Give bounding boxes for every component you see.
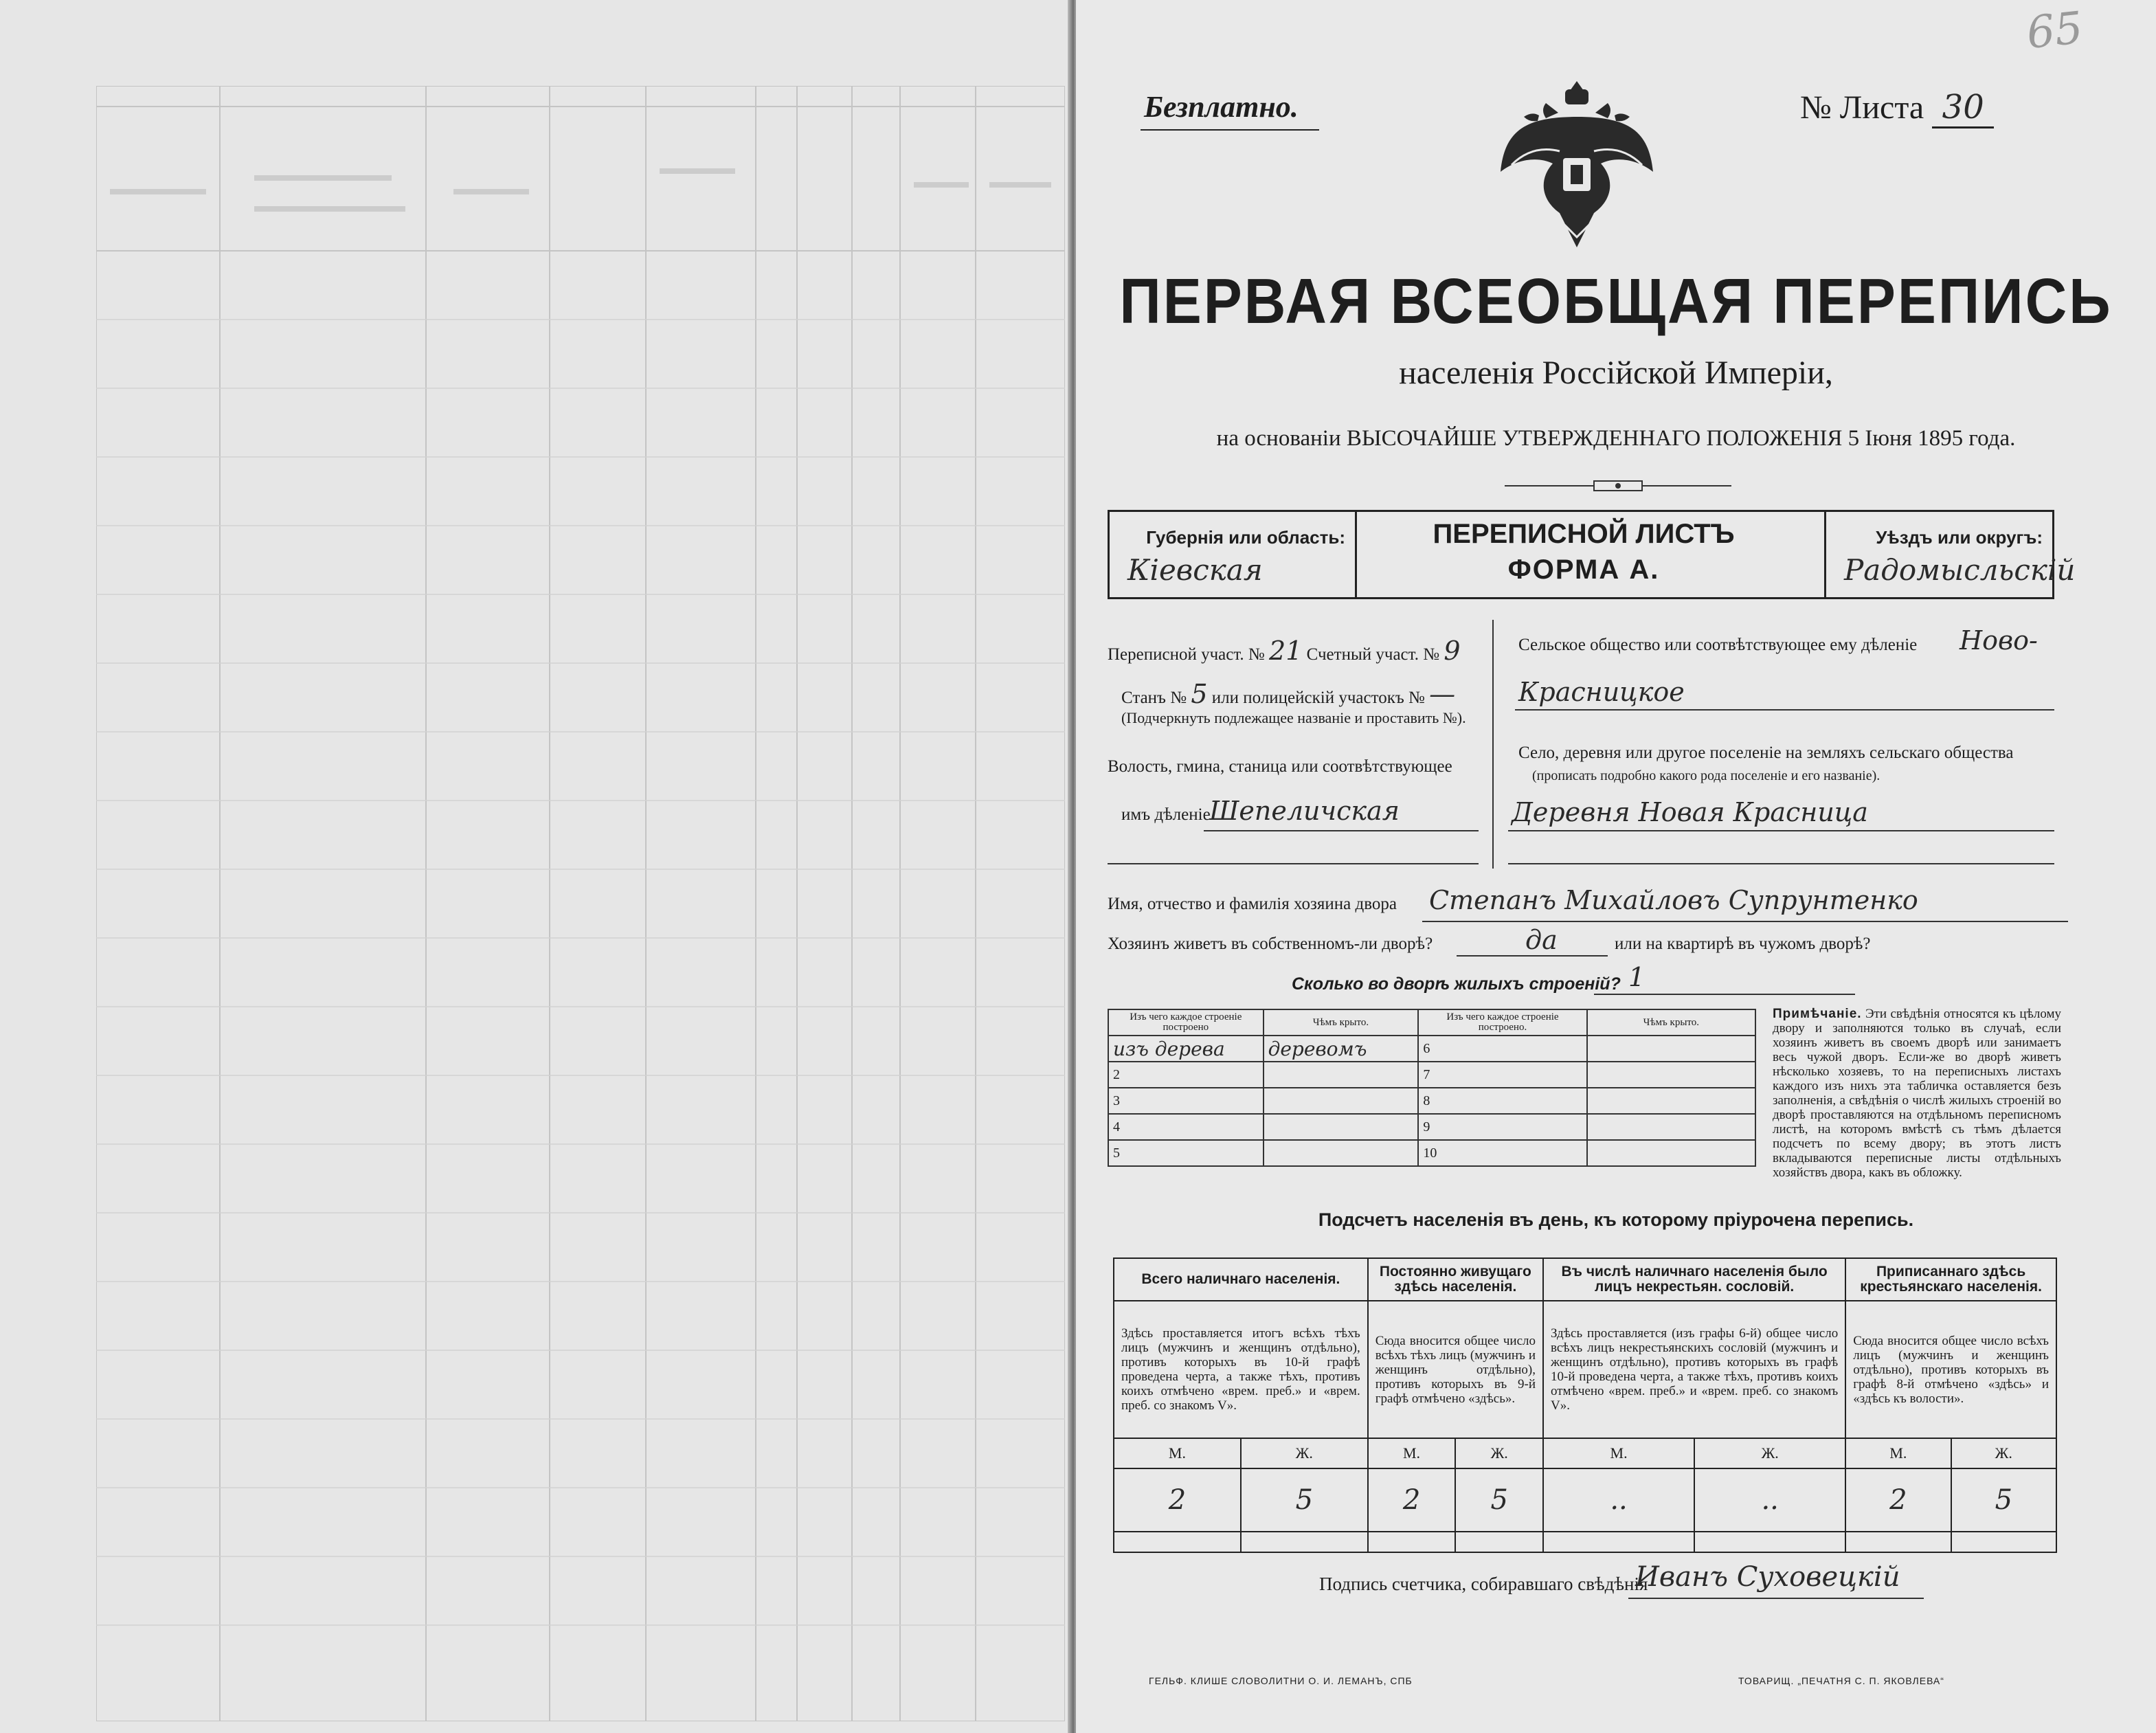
male-header: М. xyxy=(1543,1438,1694,1468)
archive-page-number: 65 xyxy=(2024,2,2086,60)
building-roof-cell: деревомъ xyxy=(1264,1036,1419,1062)
registered-male-count: 2 xyxy=(1845,1468,1951,1532)
count-district-value: 9 xyxy=(1444,636,1461,666)
form-header-box xyxy=(1108,510,2076,599)
building-table xyxy=(1108,1009,1756,1167)
building-row-number: 7 xyxy=(1418,1062,1586,1088)
fields-column-divider xyxy=(1492,620,1494,869)
population-table xyxy=(1113,1257,2057,1553)
district-value: Радомысльскій xyxy=(1844,553,2076,587)
province-value: Кіевская xyxy=(1127,553,1263,587)
society-value-1: Ново- xyxy=(1960,625,2038,656)
pop-col-total: Всего наличнаго населенія. xyxy=(1114,1258,1368,1301)
pop-col-registered: Приписаннаго здѣсь крестьянскаго населенія. xyxy=(1845,1258,2056,1301)
building-col-material: Изъ чего каждое строеніе построено xyxy=(1108,1009,1264,1036)
building-row xyxy=(1108,1114,1755,1140)
note-text xyxy=(1773,1007,2061,1180)
village-label: Село, деревня или другое поселеніе на земляхъ сельскаго общества xyxy=(1518,743,2014,762)
village-value: Деревня Новая Красница xyxy=(1512,797,1868,827)
imperial-eagle-emblem-icon xyxy=(1498,76,1656,261)
lives-underline xyxy=(1457,955,1608,957)
total-male-count: 2 xyxy=(1114,1468,1241,1532)
buildings-value: 1 xyxy=(1628,962,1646,992)
signature-label: Подпись счетчика, собиравшаго свѣдѣнія xyxy=(1319,1574,1648,1594)
pop-desc-non-peasant: Здѣсь проставляется (изъ графы 6-й) общее число всѣхъ лицъ некрестьянскихъ сословій (мужчинъ и женщинъ отдѣльно), противъ которыхъ въ графѣ 10-й проведена черта, а также тѣхъ, противъ коихъ отмѣчено «врем. преб.» и «врем. преб. со знакомъ V». xyxy=(1543,1301,1845,1438)
pop-col-permanent: Постоянно живущаго здѣсь населенія. xyxy=(1368,1258,1543,1301)
society-label: Сельское общество или соотвѣтствующее ему дѣленіе xyxy=(1518,636,1918,654)
ornament-divider-icon xyxy=(1505,478,1731,493)
village-underline xyxy=(1508,830,2054,831)
note-body: Эти свѣдѣнія относятся къ цѣлому двору и заполняются только въ случаѣ, если хозяинъ живетъ въ своемъ дворѣ или занимаетъ весь чужой дворъ. Если-же во дворѣ живетъ нѣсколько хозяевъ, то на переписныхъ листахъ каждого изъ нихъ эта табличка оставляется безъ заполненія, а свѣдѣнія о числѣ жилыхъ строеній во дворѣ проставляются на отдѣльномъ переписномъ листѣ, на которомъ вмѣстѣ съ тѣмъ дѣлается подсчетъ по всему двору; въ этотъ листъ вкладываются переписные листы отдѣльныхъ хозяйствъ двора, какъ въ обложку. xyxy=(1773,1007,2062,1180)
owner-value: Степанъ Михайловъ Супрунтенко xyxy=(1429,885,1918,915)
building-row-number: 10 xyxy=(1418,1140,1586,1166)
building-row-number: 5 xyxy=(1108,1140,1264,1166)
sheet-number-label: № Листа xyxy=(1800,89,1924,126)
village-note: (прописать подробно какого рода поселеніе и его названіе). xyxy=(1532,768,1880,783)
census-district-label: Переписной участ. № xyxy=(1108,645,1265,664)
volost-label: Волость, гмина, станица или соотвѣтствующее xyxy=(1108,757,1452,776)
building-col-material-2: Изъ чего каждое строеніе построено. xyxy=(1418,1009,1586,1036)
stan-note: (Подчеркнуть подлежащее названіе и проставить №). xyxy=(1121,709,1466,726)
census-legal-basis: на основаніи ВЫСОЧАЙШЕ УТВЕРЖДЕННАГО ПОЛОЖЕНІЯ 5 Іюня 1895 года. xyxy=(1216,426,2016,451)
form-title: ПЕРЕПИСНОЙ ЛИСТЪ xyxy=(1433,519,1735,549)
province-label: Губернія или область: xyxy=(1146,527,1345,548)
census-subtitle: населенія Россійской Имперіи, xyxy=(1399,355,1833,391)
signature-underline xyxy=(1628,1598,1924,1599)
volost-underline-2 xyxy=(1108,863,1479,864)
registered-female-count: 5 xyxy=(1951,1468,2056,1532)
building-row-number: 9 xyxy=(1418,1114,1586,1140)
male-header: М. xyxy=(1845,1438,1951,1468)
building-row-number: 2 xyxy=(1108,1062,1264,1088)
owner-label: Имя, отчество и фамилія хозяина двора xyxy=(1108,895,1397,913)
pop-col-non-peasant: Въ числѣ наличнаго населенія было лицъ некрестьян. сословій. xyxy=(1543,1258,1845,1301)
police-label: или полицейскій участокъ № xyxy=(1211,689,1425,707)
sheet-number-value: 30 xyxy=(1932,88,1994,128)
non-peasant-female-count: .. xyxy=(1694,1468,1845,1532)
form-title-cell xyxy=(1357,512,1735,597)
printer-imprint-left: ГЕЛЬФ. КЛИШЕ СЛОВОЛИТНИ О. И. ЛЕМАНЪ, СПБ xyxy=(1149,1675,1413,1686)
building-row xyxy=(1108,1036,1755,1062)
volost-label-2: имъ дѣленіе xyxy=(1121,805,1211,824)
non-peasant-male-count: .. xyxy=(1543,1468,1694,1532)
stan-row xyxy=(1121,679,1455,709)
building-row-number: 3 xyxy=(1108,1088,1264,1114)
faded-grid-lines xyxy=(96,86,1065,1721)
printer-imprint-right: ТОВАРИЩ. „ПЕЧАТНЯ С. П. ЯКОВЛЕВА“ xyxy=(1738,1675,1944,1686)
left-page-blank xyxy=(0,0,1072,1733)
census-title: ПЕРВАЯ ВСЕОБЩАЯ ПЕРЕПИСЬ xyxy=(1119,265,2113,337)
pop-desc-total: Здѣсь проставляется итогъ всѣхъ тѣхъ лицъ (мужчинъ и женщинъ отдѣльно), противъ которыхъ въ 10-й графѣ проведена черта, а также тѣхъ, противъ коихъ отмѣчено «врем. преб.» и «врем. преб. со знакомъ V». xyxy=(1114,1301,1368,1438)
note-lead: Примѣчаніе. xyxy=(1773,1007,1862,1021)
building-col-roof: Чѣмъ крыто. xyxy=(1264,1009,1419,1036)
buildings-label: Сколько во дворѣ жилыхъ строеній? xyxy=(1292,974,1621,994)
building-row-number: 8 xyxy=(1418,1088,1586,1114)
permanent-male-count: 2 xyxy=(1368,1468,1456,1532)
province-cell xyxy=(1110,512,1357,597)
enumerator-signature: Иванъ Суховецкій xyxy=(1635,1561,1900,1593)
male-header: М. xyxy=(1114,1438,1241,1468)
pop-desc-registered: Сюда вносится общее число всѣхъ лицъ (мужчинъ и женщинъ отдѣльно), противъ которыхъ въ графѣ 8-й отмѣчено «здѣсь» и «здѣсь къ волости». xyxy=(1845,1301,2056,1438)
free-label-underline xyxy=(1141,129,1319,131)
building-row xyxy=(1108,1062,1755,1088)
police-value: — xyxy=(1429,679,1456,709)
owner-underline xyxy=(1422,921,2068,922)
stan-label: Станъ № xyxy=(1121,689,1187,707)
building-col-roof-2: Чѣмъ крыто. xyxy=(1587,1009,1755,1036)
census-district-value: 21 xyxy=(1269,636,1303,666)
lives-label: Хозяинъ живетъ въ собственномъ-ли дворѣ? xyxy=(1108,935,1433,953)
total-female-count: 5 xyxy=(1241,1468,1368,1532)
lives-value: да xyxy=(1525,925,1558,955)
building-row xyxy=(1108,1140,1755,1166)
form-name: ФОРМА А. xyxy=(1507,555,1660,585)
society-value-2: Красницкое xyxy=(1518,677,1685,707)
pop-desc-permanent: Сюда вносится общее число всѣхъ тѣхъ лицъ (мужчинъ и женщинъ отдѣльно), противъ которыхъ въ 9-й графѣ отмѣчено «здѣсь». xyxy=(1368,1301,1543,1438)
building-row xyxy=(1108,1088,1755,1114)
buildings-underline xyxy=(1594,994,1855,995)
building-material-cell: изъ дерева xyxy=(1108,1036,1264,1062)
volost-underline xyxy=(1204,830,1479,831)
sheet-number xyxy=(1800,88,1994,128)
stan-value: 5 xyxy=(1191,679,1208,709)
volost-value: Шепеличская xyxy=(1209,796,1400,826)
free-label: Безплатно. xyxy=(1144,90,1299,124)
male-header: М. xyxy=(1368,1438,1456,1468)
district-label: Уѣздъ или округъ: xyxy=(1876,527,2043,548)
female-header: Ж. xyxy=(1241,1438,1368,1468)
female-header: Ж. xyxy=(1455,1438,1543,1468)
permanent-female-count: 5 xyxy=(1455,1468,1543,1532)
female-header: Ж. xyxy=(1694,1438,1845,1468)
count-district-label: Счетный участ. № xyxy=(1306,645,1440,664)
female-header: Ж. xyxy=(1951,1438,2056,1468)
building-row-number: 6 xyxy=(1418,1036,1586,1062)
population-heading: Подсчетъ населенія въ день, къ которому пріурочена перепись. xyxy=(1318,1209,1914,1230)
or-apartment-label: или на квартирѣ въ чужомъ дворѣ? xyxy=(1615,935,1871,953)
building-row-number: 4 xyxy=(1108,1114,1264,1140)
village-underline-2 xyxy=(1508,863,2054,864)
society-underline xyxy=(1515,709,2054,711)
district-cell xyxy=(1824,512,2076,597)
census-district-row xyxy=(1108,636,1461,666)
